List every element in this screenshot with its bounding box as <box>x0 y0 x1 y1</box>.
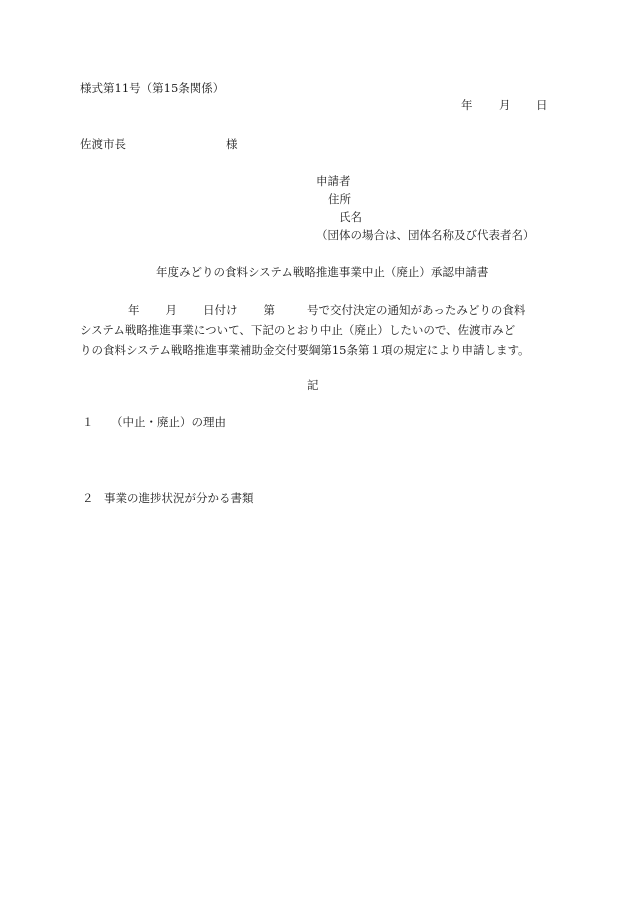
date-month-label: 月 <box>499 98 511 112</box>
body-line-3: りの食料システム戦略推進事業補助金交付要綱第15条第１項の規定により申請します。 <box>80 343 530 357</box>
item-1-number: １ <box>82 415 94 429</box>
form-number: 様式第11号（第15条関係） <box>80 81 225 95</box>
applicant-name-label: 氏名 <box>339 210 362 224</box>
ki-heading: 記 <box>307 378 319 392</box>
addressee-name: 佐渡市長 <box>80 137 126 151</box>
body-line-2: システム戦略推進事業について、下記のとおり中止（廃止）したいので、佐渡市みど <box>80 323 516 337</box>
date-day-label: 日 <box>536 98 548 112</box>
item-2-text: 事業の進捗状況が分かる書類 <box>104 491 254 505</box>
body-paragraph <box>80 300 530 360</box>
body-line1-rest: 号で交付決定の通知があったみどりの食料 <box>307 303 526 317</box>
applicant-label: 申請者 <box>316 174 351 188</box>
addressee-honorific: 様 <box>226 137 238 151</box>
body-dated-label: 日付け <box>203 303 238 317</box>
body-line-1 <box>80 300 530 320</box>
date-year-label: 年 <box>461 98 473 112</box>
body-month-label: 月 <box>165 303 177 317</box>
applicant-address-label: 住所 <box>328 192 351 206</box>
item-1-text: （中止・廃止）の理由 <box>111 415 226 429</box>
body-number-prefix: 第 <box>263 303 275 317</box>
body-year-label: 年 <box>128 303 140 317</box>
item-2-number: ２ <box>82 491 94 505</box>
document-title: 年度みどりの食料システム戦略推進事業中止（廃止）承認申請書 <box>156 265 489 279</box>
applicant-group-note: （団体の場合は、団体名称及び代表者名） <box>316 228 535 242</box>
